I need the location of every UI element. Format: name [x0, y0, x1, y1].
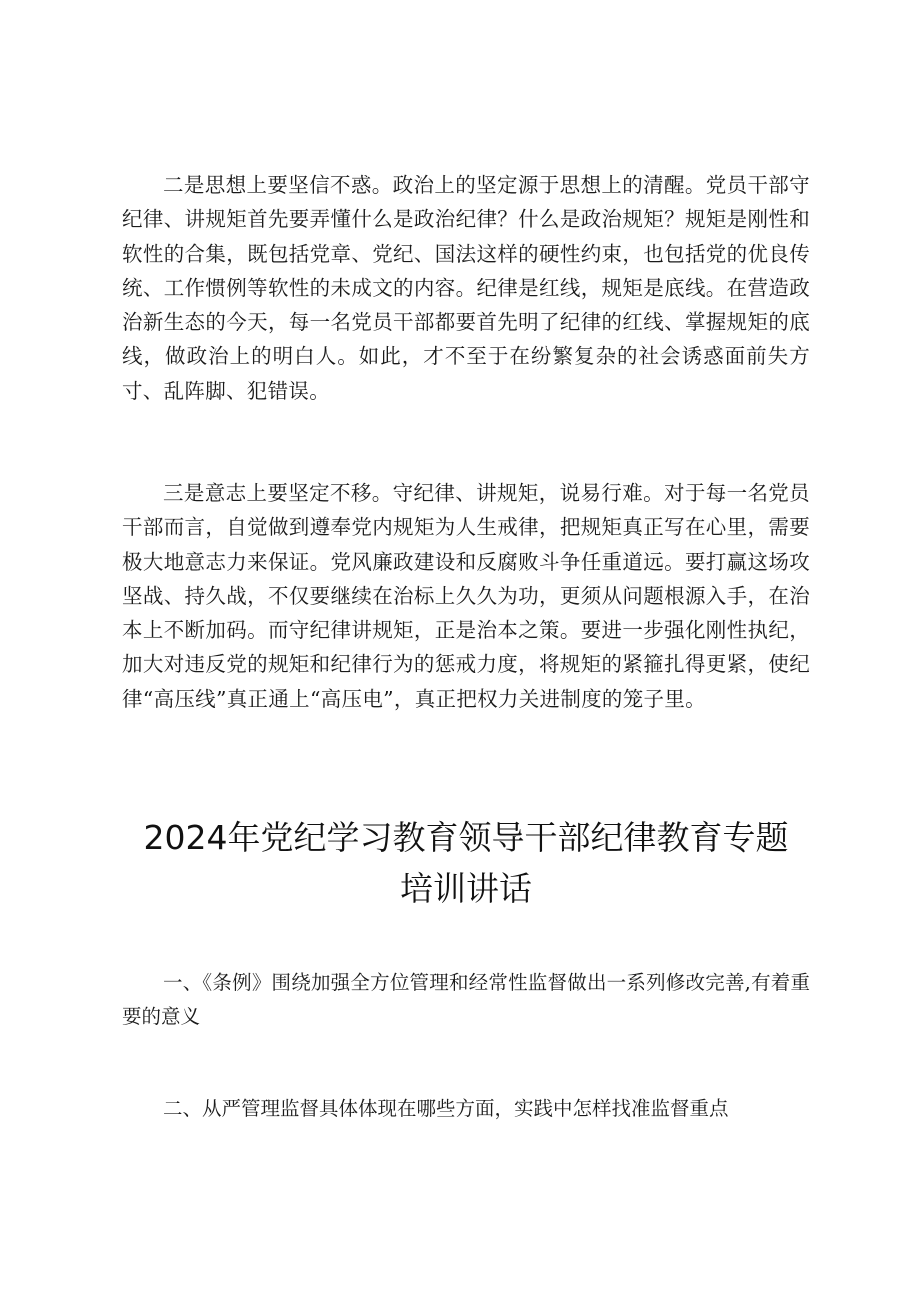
document-title	[100, 812, 832, 914]
title-line-2: 培训讲话	[400, 869, 532, 908]
title-line-1: 2024年党纪学习教育领导干部纪律教育专题	[143, 818, 789, 857]
section-heading-2: 二、从严管理监督具体体现在哪些方面，实践中怎样找准监督重点	[163, 1097, 729, 1120]
body-paragraph-willpower: 三是意志上要坚定不移。守纪律、讲规矩，说易行难。对于每一名党员干部而言，自觉做到遵奉党内规矩为人生戒律，把规矩真正写在心里，需要极大地意志力来保证。党风廉政建设和反腐败斗争任重道远。要打赢这场攻坚战、持久战，不仅要继续在治标上久久为功，更须从问题根源入手，在治本上不断加码。而守纪律讲规矩，正是治本之策。要进一步强化刚性执纪，加大对违反党的规矩和纪律行为的惩戒力度，将规矩的紧箍扎得更紧，使纪律“高压线”真正通上“高压电”，真正把权力关进制度的笼子里。	[122, 481, 810, 711]
body-paragraph-thinking: 二是思想上要坚信不惑。政治上的坚定源于思想上的清醒。党员干部守纪律、讲规矩首先要弄懂什么是政治纪律？什么是政治规矩？规矩是刚性和软性的合集，既包括党章、党纪、国法这样的硬性约束，也包括党的优良传统、工作惯例等软性的未成文的内容。纪律是红线，规矩是底线。在营造政治新生态的今天，每一名党员干部都要首先明了纪律的红线、掌握规矩的底线，做政治上的明白人。如此，才不至于在纷繁复杂的社会诱惑面前失方寸、乱阵脚、犯错误。	[122, 173, 810, 403]
section-heading-1: 一、《条例》围绕加强全方位管理和经常性监督做出一系列修改完善,有着重要的意义	[122, 971, 810, 1028]
